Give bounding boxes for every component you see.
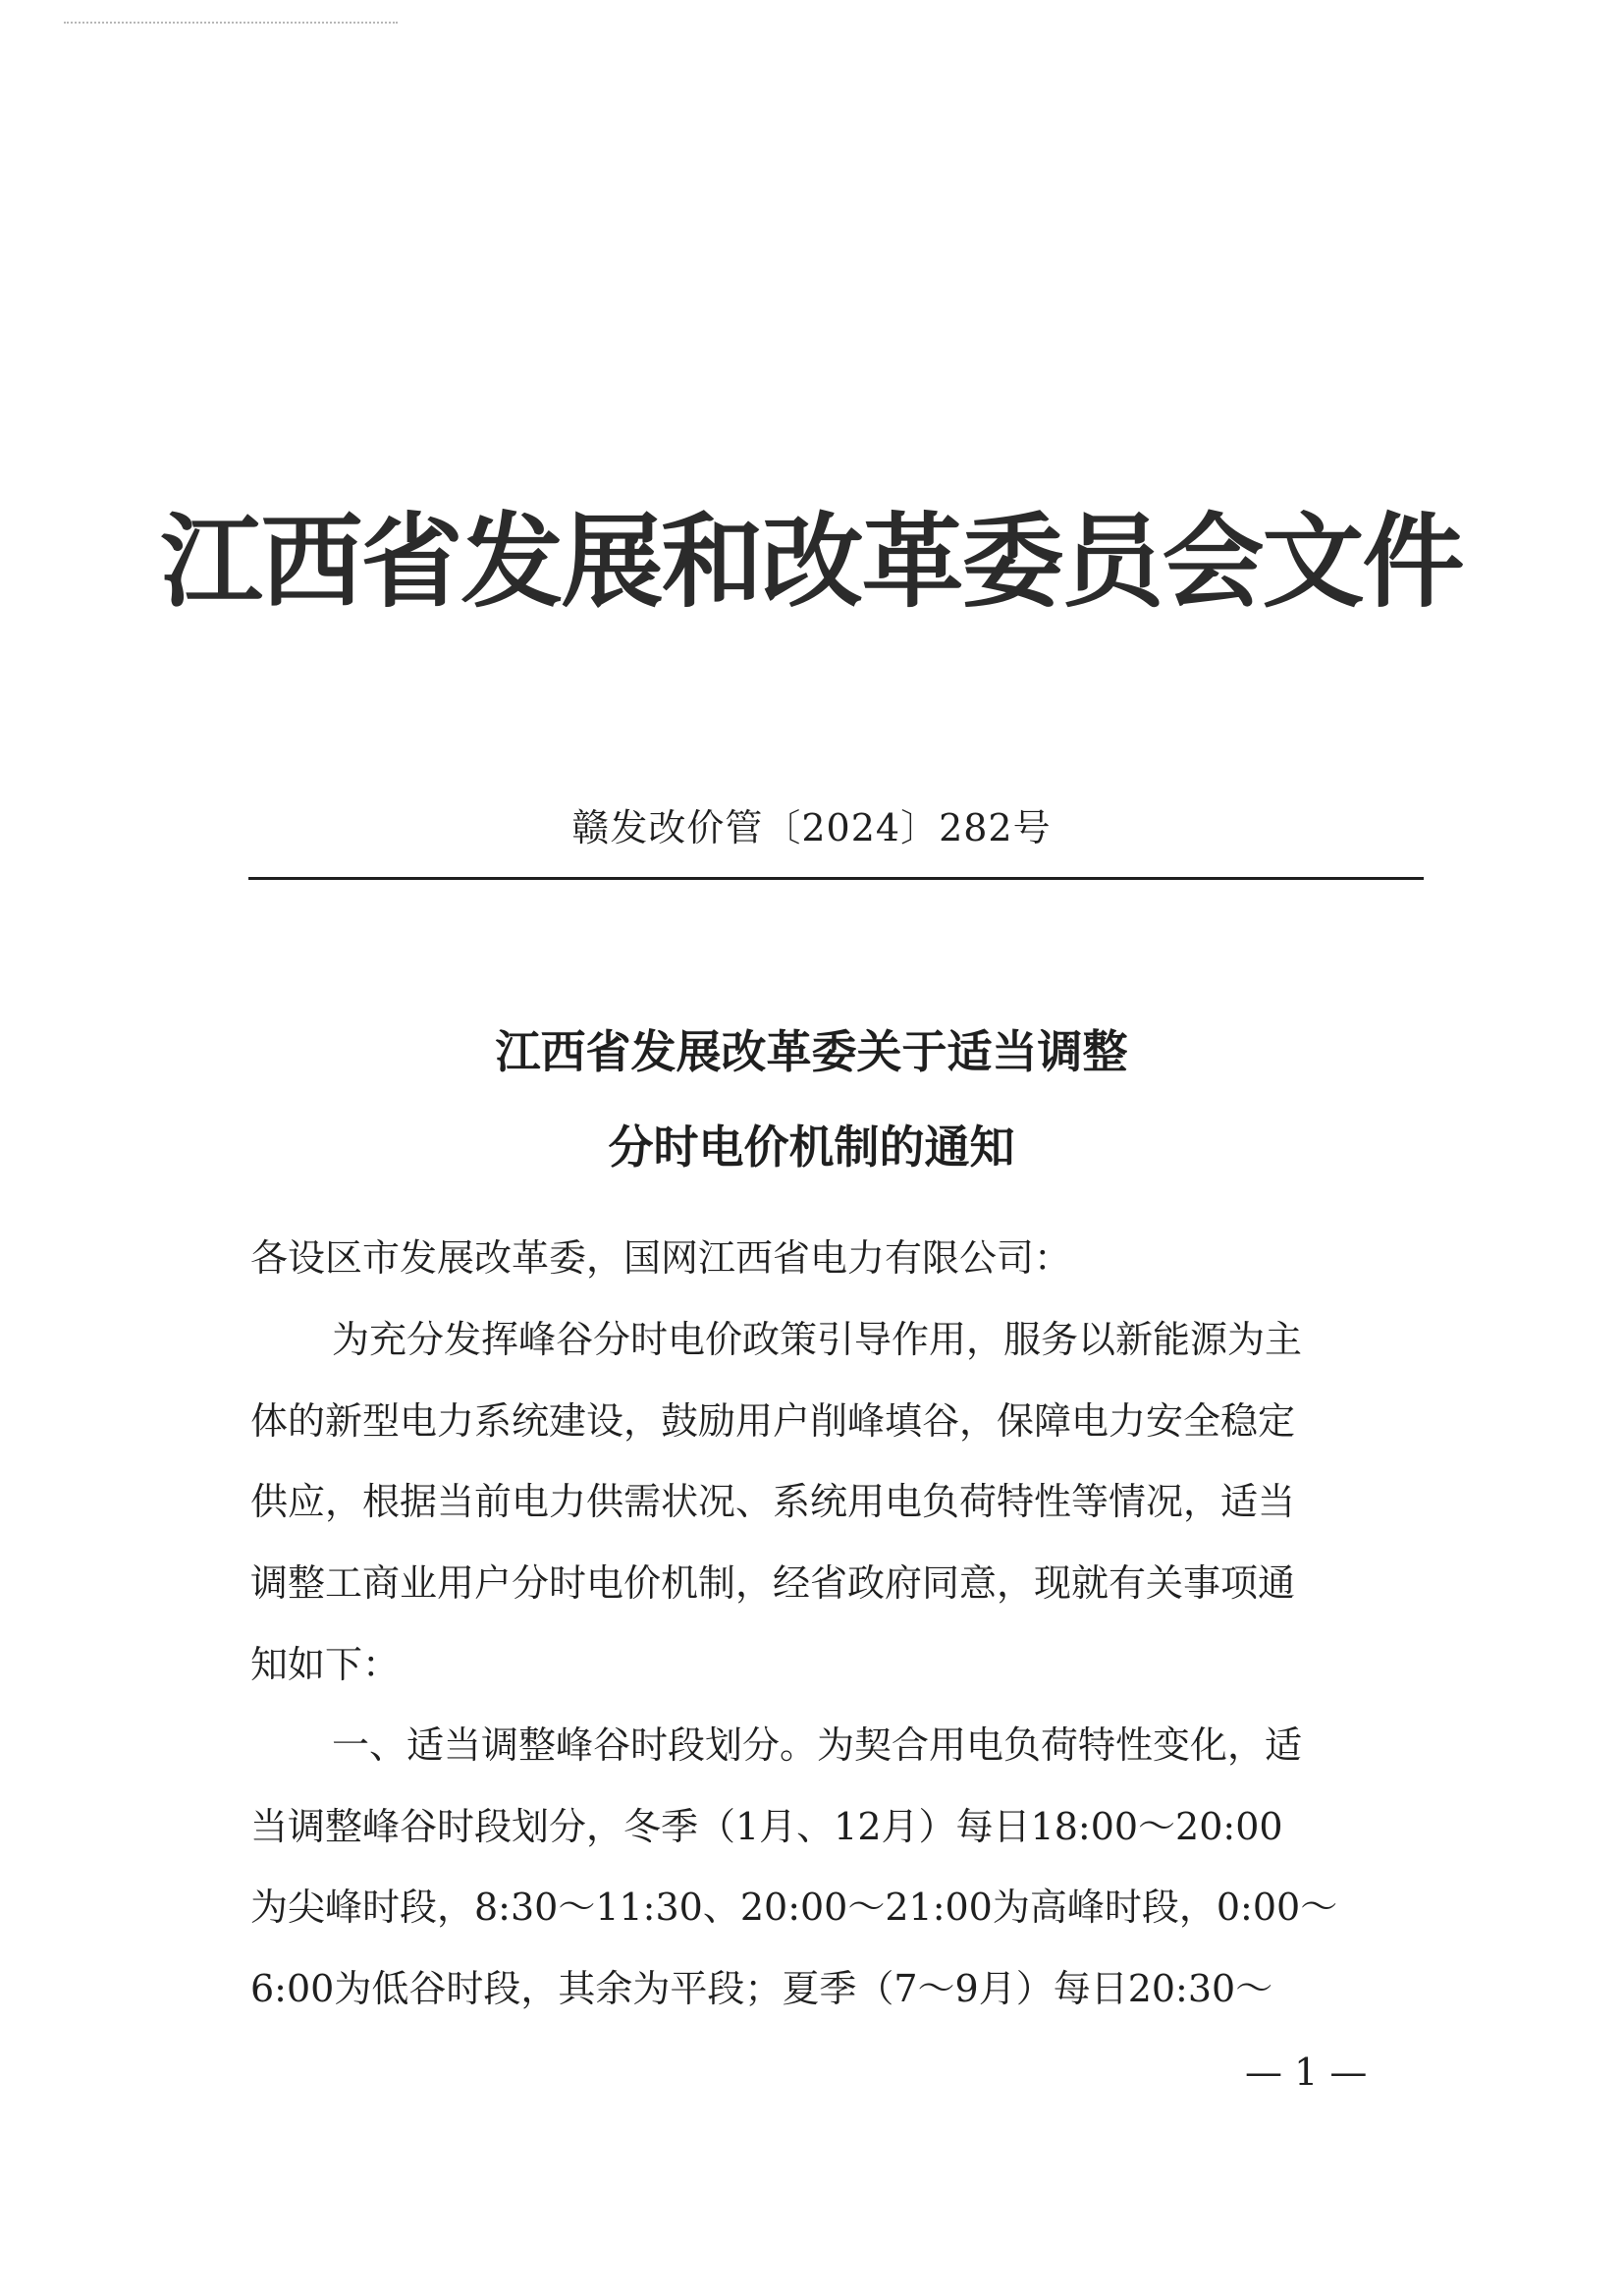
document-number: 赣发改价管〔2024〕282号 bbox=[571, 806, 1052, 849]
body-line: 调整工商业用户分时电价机制，经省政府同意，现就有关事项通 bbox=[250, 1561, 1296, 1605]
body-line: 体的新型电力系统建设，鼓励用户削峰填谷，保障电力安全稳定 bbox=[250, 1399, 1296, 1443]
body-line: 当调整峰谷时段划分，冬季（1月、12月）每日18:00～20:00 bbox=[250, 1805, 1283, 1848]
scan-artifact bbox=[64, 22, 398, 24]
body-line: 为尖峰时段，8:30～11:30、20:00～21:00为高峰时段，0:00～ bbox=[250, 1886, 1338, 1929]
body-line: 一、适当调整峰谷时段划分。为契合用电负荷特性变化，适 bbox=[332, 1723, 1303, 1767]
document-title-line-2: 分时电价机制的通知 bbox=[608, 1121, 1015, 1174]
body-line: 供应，根据当前电力供需状况、系统用电负荷特性等情况，适当 bbox=[250, 1480, 1296, 1523]
page-number: — 1 — bbox=[1245, 2050, 1368, 2094]
salutation: 各设区市发展改革委，国网江西省电力有限公司： bbox=[250, 1236, 1072, 1280]
body-line: 知如下： bbox=[250, 1643, 401, 1686]
body-line: 为充分发挥峰谷分时电价政策引导作用，服务以新能源为主 bbox=[332, 1318, 1303, 1361]
header-divider bbox=[248, 877, 1424, 880]
document-masthead: 江西省发展和改革委员会文件 bbox=[160, 502, 1463, 622]
document-title-line-1: 江西省发展改革委关于适当调整 bbox=[495, 1025, 1128, 1078]
body-line: 6:00为低谷时段，其余为平段；夏季（7～9月）每日20:30～ bbox=[250, 1967, 1273, 2010]
